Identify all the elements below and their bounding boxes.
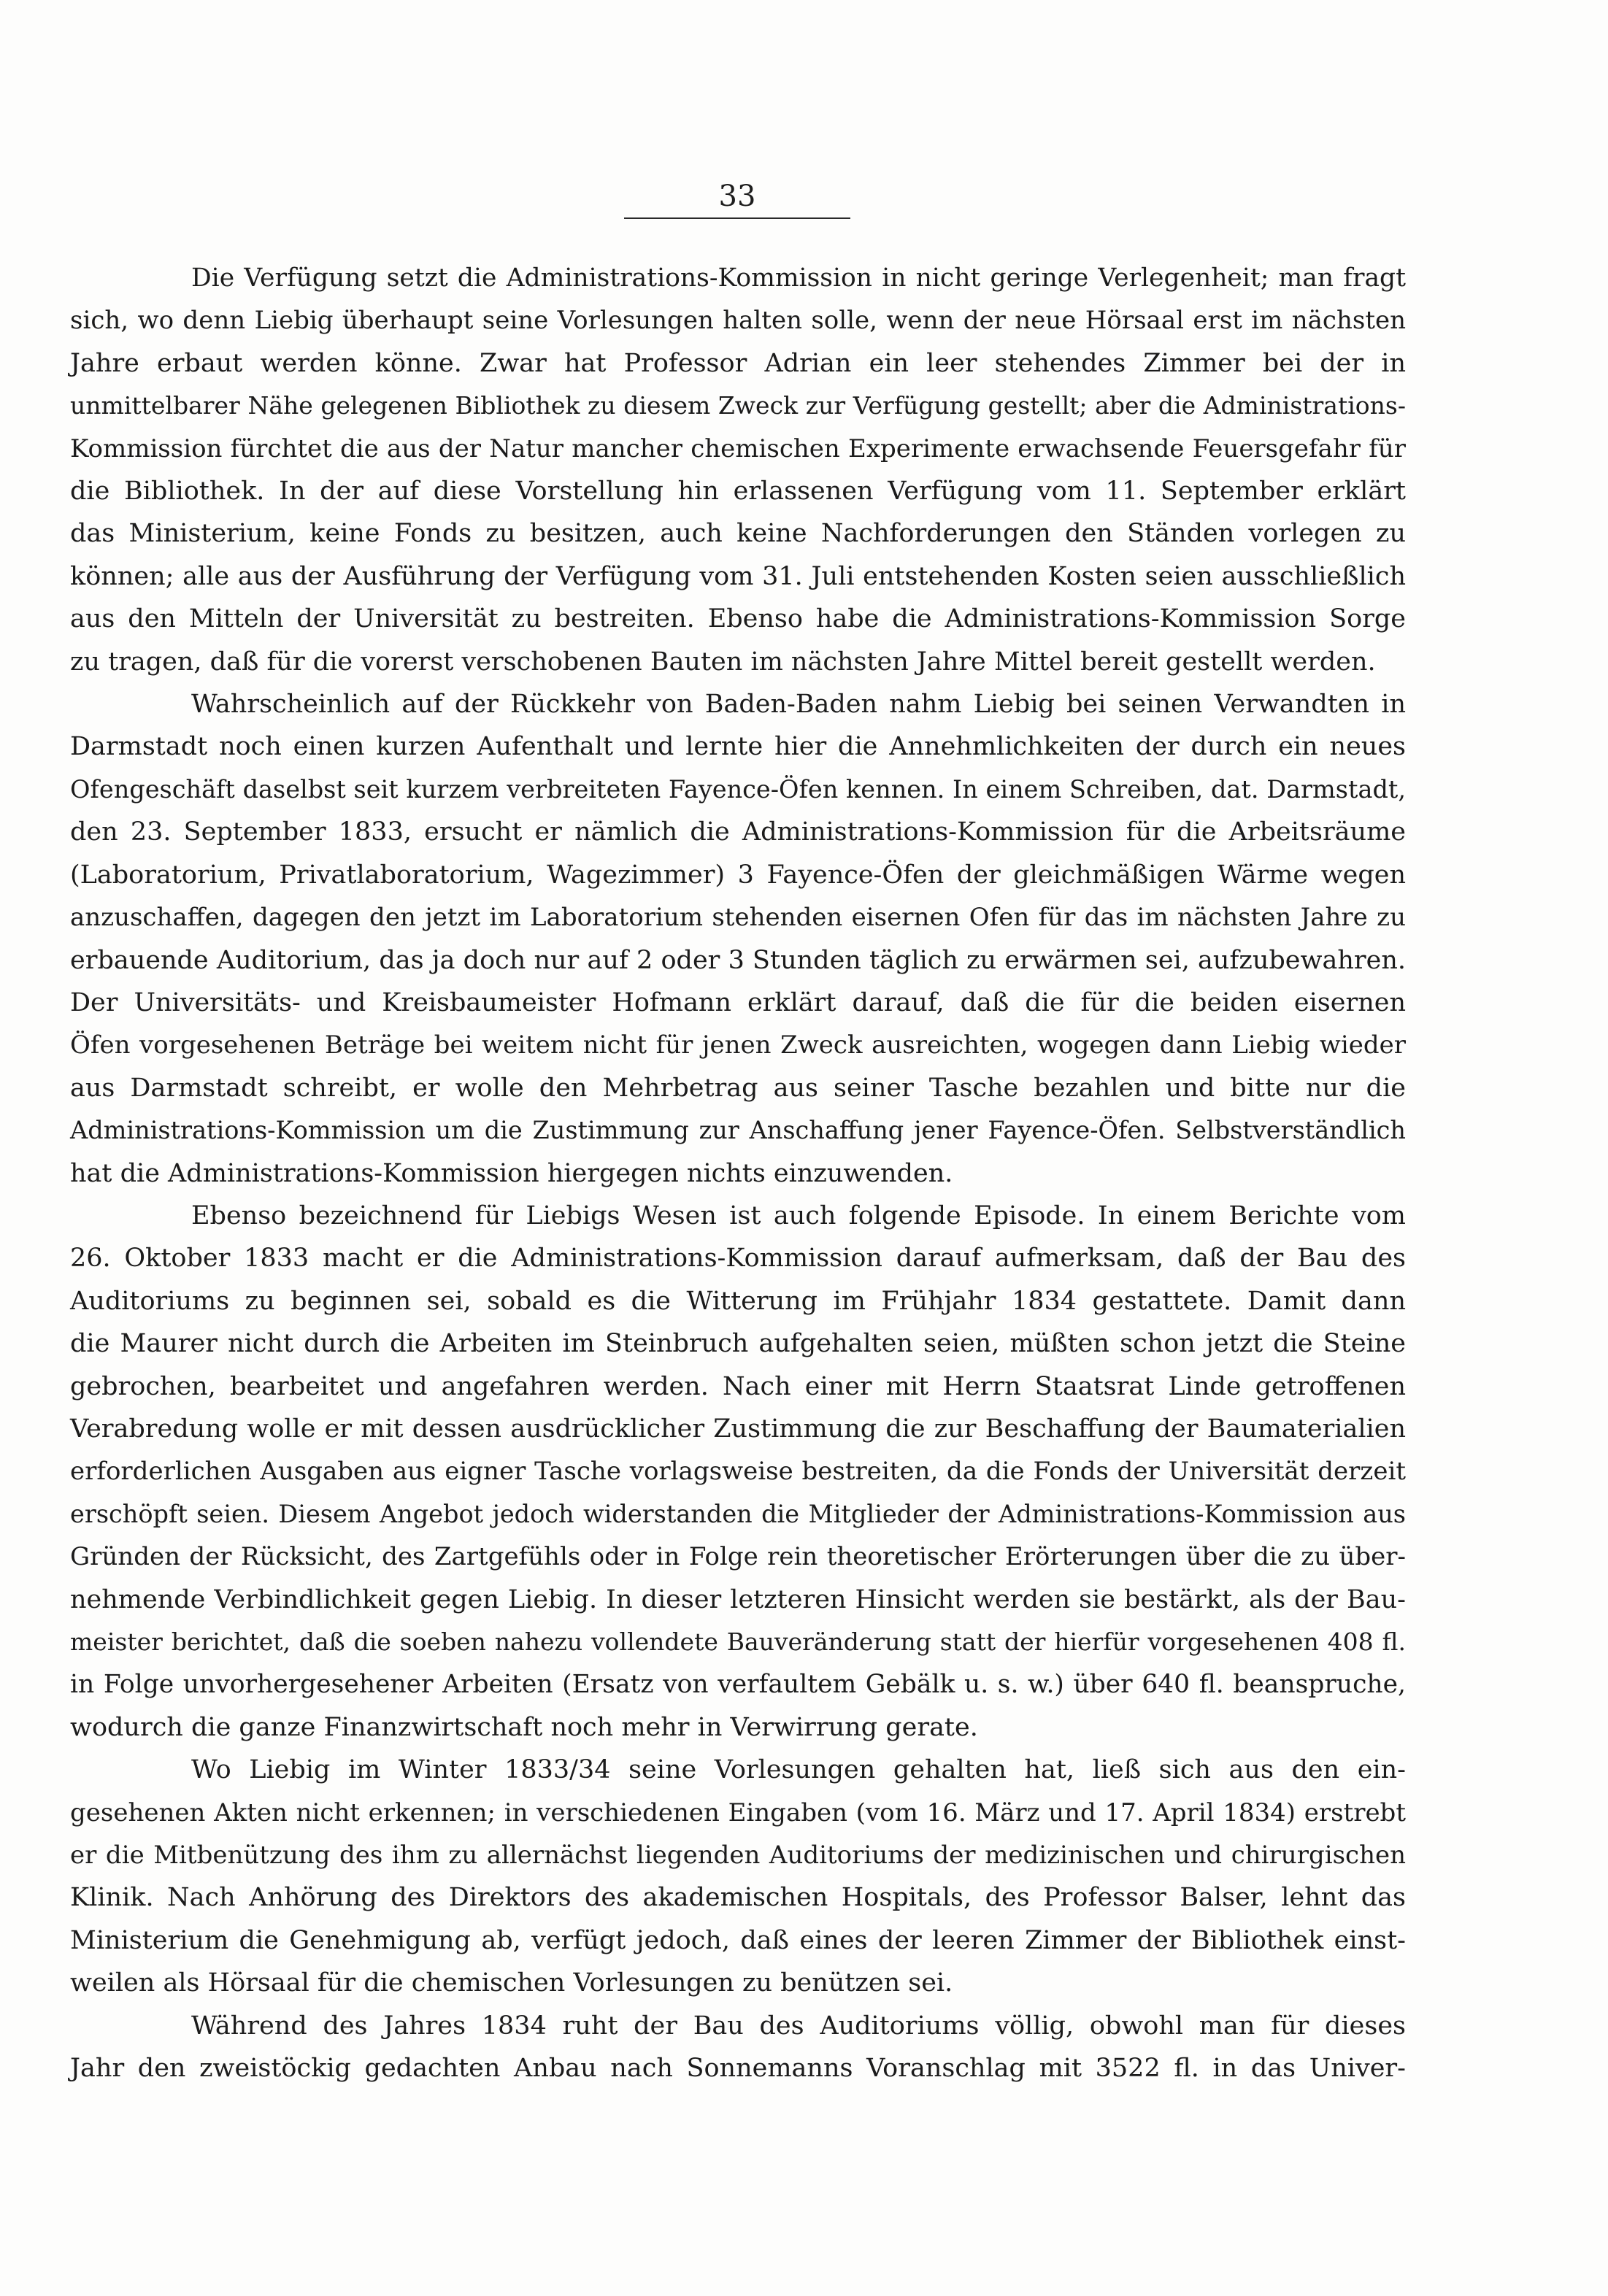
body-text: [70, 257, 1406, 2089]
text-line: Gründen der Rücksicht, des Zartgefühls oder in Folge rein theoretischer Erörterungen über die zu über-: [70, 1542, 1406, 1572]
paragraph: [70, 257, 1406, 683]
text-line: Wo Liebig im Winter 1833/34 seine Vorlesungen gehalten hat, ließ sich aus den ein-: [191, 1755, 1406, 1785]
text-line: Kommission fürchtet die aus der Natur mancher chemischen Experimente erwachsende Feuersgefahr für: [70, 434, 1406, 463]
text-line: Ebenso bezeichnend für Liebigs Wesen ist auch folgende Episode. In einem Berichte vom: [191, 1201, 1406, 1230]
paragraph: [70, 1749, 1406, 2004]
paragraph: [70, 1195, 1406, 1749]
page-number: 33: [718, 180, 756, 213]
text-line: hat die Administrations-Kommission hiergegen nichts einzuwenden.: [70, 1158, 953, 1188]
text-line: Wahrscheinlich auf der Rückkehr von Baden-Baden nahm Liebig bei seinen Verwandten in: [191, 690, 1406, 720]
text-line: er die Mitbenützung des ihm zu allernächst liegenden Auditoriums der medizinischen und chirurgischen: [70, 1841, 1406, 1871]
text-line: weilen als Hörsaal für die chemischen Vorlesungen zu benützen sei.: [70, 1968, 953, 1998]
text-line: können; alle aus der Ausführung der Verfügung vom 31. Juli entstehenden Kosten seien ausschließlich: [70, 561, 1406, 591]
text-line: in Folge unvorhergesehener Arbeiten (Ersatz von verfaultem Gebälk u. s. w.) über 640 fl. beanspruche,: [70, 1670, 1406, 1700]
text-line: erschöpft seien. Diesem Angebot jedoch widerstanden die Mitglieder der Administrations-Kommission aus: [70, 1499, 1406, 1528]
text-line: den 23. September 1833, ersucht er nämlich die Administrations-Kommission für die Arbeitsräume: [70, 817, 1406, 847]
text-line: Der Universitäts- und Kreisbaumeister Hofmann erklärt darauf, daß die für die beiden eisernen: [70, 987, 1406, 1017]
text-line: aus Darmstadt schreibt, er wolle den Mehrbetrag aus seiner Tasche bezahlen und bitte nur die: [70, 1073, 1406, 1103]
text-line: gebrochen, bearbeitet und angefahren werden. Nach einer mit Herrn Staatsrat Linde getroffenen: [70, 1371, 1406, 1401]
header-rule: [624, 217, 850, 219]
text-line: die Bibliothek. In der auf diese Vorstellung hin erlassenen Verfügung vom 11. September erklärt: [70, 477, 1406, 506]
text-line: sich, wo denn Liebig überhaupt seine Vorlesungen halten solle, wenn der neue Hörsaal erst im nächsten: [70, 306, 1406, 336]
text-line: Öfen vorgesehenen Beträge bei weitem nicht für jenen Zweck ausreichten, wogegen dann Liebig wieder: [70, 1030, 1406, 1060]
text-line: Administrations-Kommission um die Zustimmung zur Anschaffung jener Fayence-Öfen. Selbstverständlich: [70, 1116, 1406, 1145]
paragraph: [70, 2005, 1406, 2090]
text-line: Klinik. Nach Anhörung des Direktors des akademischen Hospitals, des Professor Balser, lehnt das: [70, 1883, 1406, 1913]
text-line: erforderlichen Ausgaben aus eigner Tasche vorlagsweise bestreiten, da die Fonds der Universität derzeit: [70, 1457, 1406, 1487]
text-line: zu tragen, daß für die vorerst verschobenen Bauten im nächsten Jahre Mittel bereit gestellt werden.: [70, 647, 1376, 677]
text-line: anzuschaffen, dagegen den jetzt im Laboratorium stehenden eisernen Ofen für das im nächsten Jahre zu: [70, 903, 1406, 933]
text-line: Auditoriums zu beginnen sei, sobald es die Witterung im Frühjahr 1834 gestattete. Damit dann: [70, 1286, 1406, 1316]
text-line: wodurch die ganze Finanzwirtschaft noch mehr in Verwirrung gerate.: [70, 1712, 978, 1742]
text-line: das Ministerium, keine Fonds zu besitzen, auch keine Nachforderungen den Ständen vorlegen zu: [70, 519, 1406, 549]
text-line: Darmstadt noch einen kurzen Aufenthalt und lernte hier die Annehmlichkeiten der durch ein neues: [70, 732, 1406, 762]
text-line: Verabredung wolle er mit dessen ausdrücklicher Zustimmung die zur Beschaffung der Baumaterialien: [70, 1414, 1406, 1444]
text-line: Ministerium die Genehmigung ab, verfügt jedoch, daß eines der leeren Zimmer der Bibliothek einst-: [70, 1925, 1406, 1955]
text-line: 26. Oktober 1833 macht er die Administrations-Kommission darauf aufmerksam, daß der Bau des: [70, 1244, 1406, 1274]
text-line: die Maurer nicht durch die Arbeiten im Steinbruch aufgehalten seien, müßten schon jetzt die Steine: [70, 1329, 1406, 1359]
text-line: aus den Mitteln der Universität zu bestreiten. Ebenso habe die Administrations-Kommission Sorge: [70, 604, 1406, 634]
text-line: (Laboratorium, Privatlaboratorium, Wagezimmer) 3 Fayence-Öfen der gleichmäßigen Wärme wegen: [70, 860, 1406, 890]
text-line: Jahr den zweistöckig gedachten Anbau nach Sonnemanns Voranschlag mit 3522 fl. in das Univer-: [70, 2054, 1406, 2084]
text-line: erbauende Auditorium, das ja doch nur auf 2 oder 3 Stunden täglich zu erwärmen sei, aufzubewahren.: [70, 945, 1406, 975]
text-line: Die Verfügung setzt die Administrations-Kommission in nicht geringe Verlegenheit; man fragt: [191, 263, 1406, 293]
text-line: Jahre erbaut werden könne. Zwar hat Professor Adrian ein leer stehendes Zimmer bei der in: [70, 348, 1406, 378]
paragraph: [70, 683, 1406, 1195]
text-line: gesehenen Akten nicht erkennen; in verschiedenen Eingaben (vom 16. März und 17. April 1834) erstrebt: [70, 1798, 1406, 1827]
text-line: Ofengeschäft daselbst seit kurzem verbreiteten Fayence-Öfen kennen. In einem Schreiben, dat. Darmstadt,: [70, 774, 1406, 804]
text-line: unmittelbarer Nähe gelegenen Bibliothek zu diesem Zweck zur Verfügung gestellt; aber die Administrations-: [70, 391, 1406, 420]
text-line: nehmende Verbindlichkeit gegen Liebig. In dieser letzteren Hinsicht werden sie bestärkt, als der Bau-: [70, 1584, 1406, 1614]
text-line: Während des Jahres 1834 ruht der Bau des Auditoriums völlig, obwohl man für dieses: [191, 2011, 1406, 2041]
text-line: meister berichtet, daß die soeben nahezu vollendete Bauveränderung statt der hierfür vorgesehenen 408 fl.: [70, 1627, 1406, 1656]
